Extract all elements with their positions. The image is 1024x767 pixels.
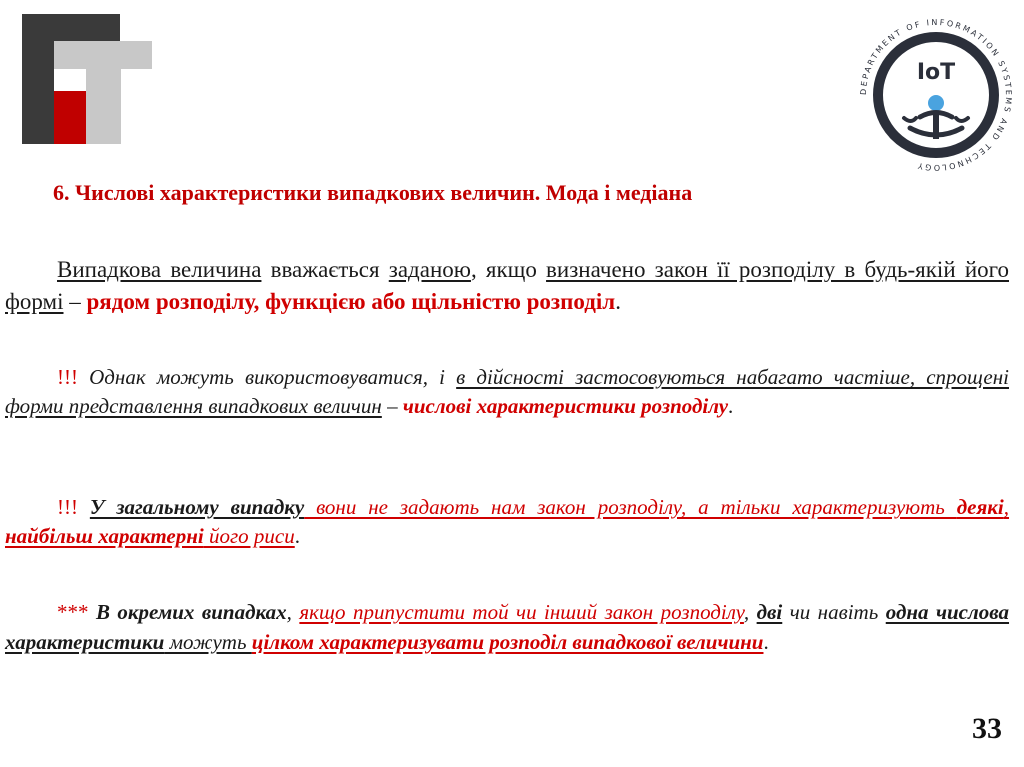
text-run: в дійсності застосовуються набагато частіше, спрощені форми представлення випадкових величин xyxy=(5,365,1009,418)
logo-ring-text: DEPARTMENT OF INFORMATION SYSTEMS AND TECHNOLOGY xyxy=(858,17,1014,173)
slide-heading: 6. Числові характеристики випадкових величин. Мода і медіана xyxy=(53,180,693,205)
text-run: , xyxy=(1003,495,1010,519)
text-run: найбільш характерні xyxy=(5,524,204,548)
text-run: . xyxy=(294,524,300,548)
text-run: чи навіть xyxy=(782,600,886,624)
text-run: дві xyxy=(756,600,783,624)
text-run: одна числова характеристики xyxy=(5,600,1010,654)
text-run: Випадкова величина xyxy=(57,257,262,282)
page-number: 33 xyxy=(972,712,1002,745)
text-run: , xyxy=(743,600,757,624)
paragraph-general-case xyxy=(5,493,1009,551)
text-run: рядом розподілу, функцією або щільністю розподіл xyxy=(86,289,616,314)
iot-department-logo xyxy=(849,0,1024,185)
text-run: цілком характеризувати розподіл випадкової величини xyxy=(251,630,764,654)
text-run: вважається xyxy=(261,257,389,282)
paragraph-definition xyxy=(5,254,1009,318)
paragraph-special-cases xyxy=(5,597,1009,657)
text-run: . xyxy=(728,394,734,418)
text-run: – xyxy=(381,394,403,418)
text-run: !!! xyxy=(57,495,78,519)
text-run: якщо припустити той чи інший закон розподілу xyxy=(299,600,744,624)
text-run: !!! xyxy=(57,365,78,389)
text-run: можуть xyxy=(164,630,252,654)
text-run: . xyxy=(615,289,621,314)
text-run: числові характеристики розподілу xyxy=(402,394,729,418)
paragraph-simplified-forms xyxy=(5,363,1009,421)
text-run: визначено закон її розподілу в будь-якій його формі xyxy=(5,257,1009,314)
text-run: У загальному випадку xyxy=(89,495,305,519)
text-run: Однак можуть використовуватися, і xyxy=(77,365,457,389)
text-run: – xyxy=(63,289,87,314)
text-run: . xyxy=(763,630,769,654)
logo-center-text: IoT xyxy=(916,60,956,85)
text-run: *** xyxy=(57,600,89,624)
text-run: , якщо xyxy=(470,257,547,282)
text-run: , xyxy=(286,600,300,624)
text-run: вони не задають нам закон розподілу, а тільки характеризують xyxy=(304,495,957,519)
text-run: його риси xyxy=(203,524,295,548)
text-run xyxy=(78,495,90,519)
text-run: заданою xyxy=(388,257,471,282)
text-run: деякі xyxy=(956,495,1004,519)
text-run: В окремих випадках xyxy=(88,600,287,624)
ft-logo xyxy=(0,0,170,160)
